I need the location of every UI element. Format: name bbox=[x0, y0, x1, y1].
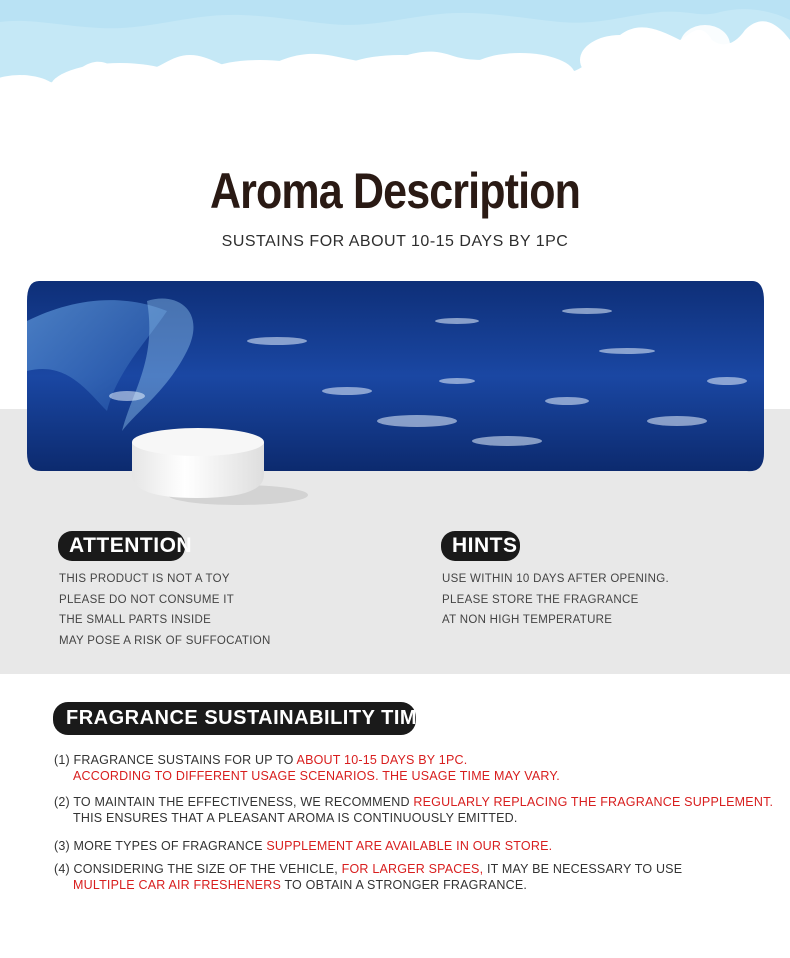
page-subtitle: SUSTAINS FOR ABOUT 10-15 DAYS BY 1PC bbox=[221, 233, 569, 250]
hints-line: USE WITHIN 10 DAYS AFTER OPENING. bbox=[442, 573, 669, 585]
attention-line: THIS PRODUCT IS NOT A TOY bbox=[59, 573, 230, 585]
hints-line: AT NON HIGH TEMPERATURE bbox=[442, 614, 613, 627]
attention-line: PLEASE DO NOT CONSUME IT bbox=[59, 593, 235, 606]
attention-line: THE SMALL PARTS INSIDE bbox=[59, 614, 212, 627]
item-highlight: SUPPLEMENT ARE AVAILABLE IN OUR STORE. bbox=[266, 839, 553, 853]
item-text: TO OBTAIN A STRONGER FRAGRANCE. bbox=[281, 878, 528, 892]
hints-badge: HINTS bbox=[441, 531, 520, 561]
item-text: IT MAY BE NECESSARY TO USE bbox=[483, 862, 683, 876]
item-text: (4) CONSIDERING THE SIZE OF THE VEHICLE, bbox=[54, 862, 342, 876]
item-highlight: ACCORDING TO DIFFERENT USAGE SCENARIOS. THE USAGE TIME MAY VARY. bbox=[73, 769, 560, 783]
sustainability-item-4 bbox=[54, 861, 682, 893]
hints-list bbox=[442, 569, 669, 631]
item-text: (1) FRAGRANCE SUSTAINS FOR UP TO bbox=[54, 753, 297, 767]
item-text: (2) TO MAINTAIN THE EFFECTIVENESS, WE RECOMMEND bbox=[54, 795, 414, 809]
item-highlight: ABOUT 10-15 DAYS BY 1PC. bbox=[296, 753, 468, 767]
attention-list bbox=[59, 569, 271, 651]
sustainability-item-1 bbox=[54, 752, 560, 784]
sustainability-badge: FRAGRANCE SUSTAINABILITY TIME bbox=[53, 702, 416, 735]
fragrance-puck-image bbox=[118, 420, 318, 515]
sustainability-item-3 bbox=[54, 838, 552, 854]
attention-line: MAY POSE A RISK OF SUFFOCATION bbox=[59, 634, 271, 647]
sustainability-item-2 bbox=[54, 794, 773, 826]
sky-clouds-background bbox=[0, 0, 790, 140]
item-highlight: FOR LARGER SPACES, bbox=[341, 862, 484, 876]
item-highlight: MULTIPLE CAR AIR FRESHENERS bbox=[73, 878, 281, 892]
item-text: (3) MORE TYPES OF FRAGRANCE bbox=[54, 839, 267, 853]
page-title: Aroma Description bbox=[209, 163, 581, 219]
item-highlight: REGULARLY REPLACING THE FRAGRANCE SUPPLEMENT. bbox=[413, 795, 774, 809]
item-text: THIS ENSURES THAT A PLEASANT AROMA IS CONTINUOUSLY EMITTED. bbox=[73, 811, 518, 825]
hints-line: PLEASE STORE THE FRAGRANCE bbox=[442, 593, 639, 606]
attention-badge: ATTENTION bbox=[58, 531, 185, 561]
